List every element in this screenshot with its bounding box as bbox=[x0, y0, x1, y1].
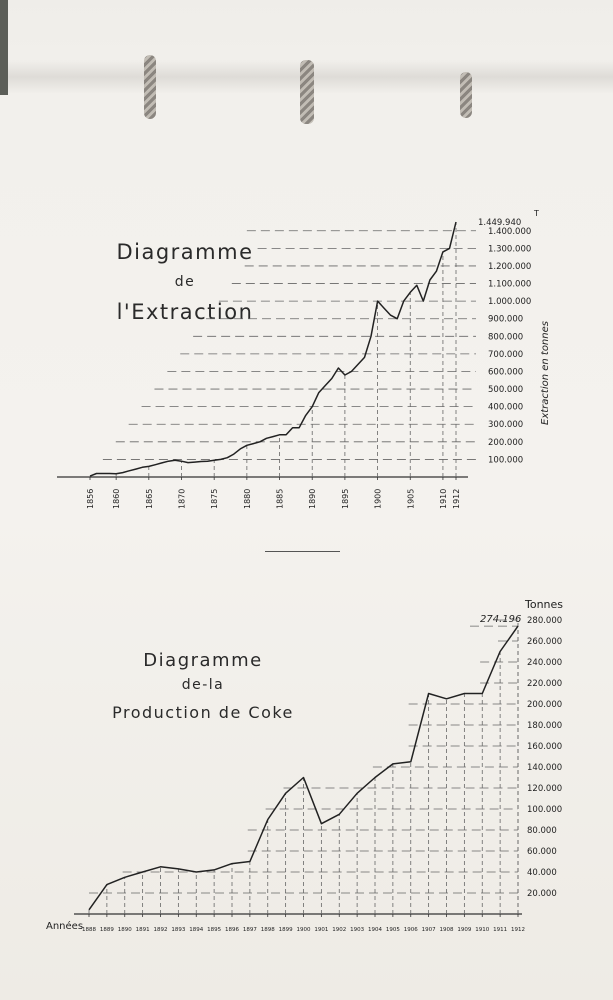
chart1-y-tick-label: 1.000.000 bbox=[488, 297, 532, 308]
chart1-x-tick-label: 1905 bbox=[406, 488, 416, 509]
chart1-x-tick-label: 1912 bbox=[452, 488, 461, 509]
chart1-x-tick-label: 1870 bbox=[177, 488, 187, 509]
chart1-y-tick-label: 1.100.000 bbox=[488, 279, 532, 290]
chart2-x-tick-label: 1908 bbox=[439, 927, 454, 933]
chart1-x-tick-label: 1895 bbox=[340, 488, 350, 509]
chart2-x-tick-label: 1897 bbox=[242, 927, 257, 933]
chart2-x-tick-label: 1901 bbox=[314, 927, 329, 933]
chart2-y-tick-label: 100.000 bbox=[527, 805, 563, 815]
chart1-y-tick-label: 100.000 bbox=[488, 455, 524, 466]
chart2-y-tick-label: 220.000 bbox=[527, 679, 563, 689]
chart2-y-tick-label: 160.000 bbox=[527, 742, 563, 752]
chart2-x-tick-label: 1910 bbox=[475, 927, 490, 933]
chart1-title-line1: Diagramme bbox=[116, 240, 254, 264]
chart2-x-tick-label: 1891 bbox=[135, 927, 150, 933]
chart2-x-tick-label: 1894 bbox=[189, 927, 204, 933]
chart2-y-tick-label: 60.000 bbox=[527, 847, 557, 857]
chart1-x-tick-label: 1875 bbox=[210, 488, 220, 509]
chart2-x-tick-label: 1912 bbox=[511, 927, 525, 933]
chart1-title-line2: de bbox=[174, 274, 196, 290]
chart1-y-tick-label: 600.000 bbox=[488, 367, 524, 378]
chart2-x-tick-label: 1893 bbox=[171, 927, 186, 933]
chart2-y-tick-label: 280.000 bbox=[527, 616, 563, 626]
chart1-series-line bbox=[90, 222, 456, 476]
chart1-y-unit: T bbox=[534, 209, 539, 218]
chart2-y-tick-label: 200.000 bbox=[527, 700, 563, 710]
chart1-x-tick-label: 1890 bbox=[308, 488, 318, 509]
chart2-x-tick-label: 1895 bbox=[207, 927, 222, 933]
chart2-peak-label: 274.196 bbox=[480, 614, 522, 625]
section-divider bbox=[265, 551, 340, 552]
chart1-y-tick-label: 700.000 bbox=[488, 349, 524, 360]
coke-production-chart bbox=[0, 580, 613, 940]
chart2-y-tick-label: 40.000 bbox=[527, 868, 557, 878]
chart2-x-tick-label: 1906 bbox=[403, 927, 418, 933]
chart1-title-line3: l'Extraction bbox=[116, 300, 254, 324]
chart1-x-tick-label: 1910 bbox=[438, 488, 448, 509]
chart2-title-line2: de-la bbox=[181, 677, 225, 693]
chart1-y-tick-label: 1.400.000 bbox=[488, 226, 532, 237]
chart1-y-tick-label: 500.000 bbox=[488, 385, 524, 396]
chart1-x-tick-label: 1885 bbox=[275, 488, 285, 509]
chart1-x-tick-label: 1860 bbox=[112, 488, 122, 509]
chart2-y-tick-label: 180.000 bbox=[527, 721, 563, 731]
chart2-x-tick-label: 1907 bbox=[421, 927, 436, 933]
chart1-y-tick-label: 1.200.000 bbox=[488, 261, 532, 272]
chart1-x-tick-label: 1856 bbox=[86, 488, 95, 509]
chart1-x-tick-label: 1880 bbox=[242, 488, 252, 509]
chart2-title-line3: Production de Coke bbox=[112, 703, 294, 722]
chart2-x-tick-label: 1909 bbox=[457, 927, 472, 933]
chart2-x-tick-label: 1896 bbox=[225, 927, 239, 933]
chart2-x-tick-label: 1905 bbox=[385, 927, 400, 933]
chart2-x-tick-label: 1898 bbox=[260, 927, 275, 933]
chart1-peak-label: 1.449.940 bbox=[478, 218, 522, 228]
chart2-x-tick-label: 1892 bbox=[153, 927, 168, 933]
chart1-y-tick-label: 300.000 bbox=[488, 420, 524, 431]
chart1-x-tick-label: 1865 bbox=[144, 488, 154, 509]
chart2-x-tick-label: 1899 bbox=[278, 927, 293, 933]
chart2-x-tick-label: 1902 bbox=[332, 927, 347, 933]
chart2-y-tick-label: 80.000 bbox=[527, 826, 557, 836]
chart1-y-tick-label: 1.300.000 bbox=[488, 244, 532, 255]
chart2-x-tick-label: 1889 bbox=[99, 927, 114, 933]
chart2-y-tick-label: 20.000 bbox=[527, 889, 557, 899]
chart2-y-tick-label: 260.000 bbox=[527, 637, 563, 647]
chart2-title-line1: Diagramme bbox=[143, 650, 263, 671]
chart2-x-tick-label: 1903 bbox=[350, 927, 365, 933]
chart2-x-tick-label: 1890 bbox=[117, 927, 132, 933]
chart2-series-line bbox=[89, 626, 518, 910]
chart1-y-axis-label: Extraction en tonnes bbox=[540, 321, 551, 425]
chart2-x-tick-label: 1911 bbox=[493, 927, 508, 933]
chart2-y-tick-label: 120.000 bbox=[527, 784, 563, 794]
chart2-y-tick-label: 240.000 bbox=[527, 658, 563, 668]
chart1-y-tick-label: 200.000 bbox=[488, 437, 524, 448]
chart1-y-tick-label: 900.000 bbox=[488, 314, 524, 325]
chart1-x-tick-label: 1900 bbox=[373, 488, 383, 509]
chart2-x-tick-label: 1904 bbox=[368, 927, 382, 933]
chart2-x-tick-label: 1900 bbox=[296, 927, 311, 933]
chart1-y-tick-label: 400.000 bbox=[488, 402, 524, 413]
chart2-y-unit-label: Tonnes bbox=[525, 598, 564, 611]
chart1-y-tick-label: 800.000 bbox=[488, 332, 524, 343]
chart2-y-tick-label: 140.000 bbox=[527, 763, 563, 773]
chart2-x-axis-label: Années bbox=[46, 921, 84, 932]
chart2-x-tick-label: 1888 bbox=[82, 927, 96, 933]
